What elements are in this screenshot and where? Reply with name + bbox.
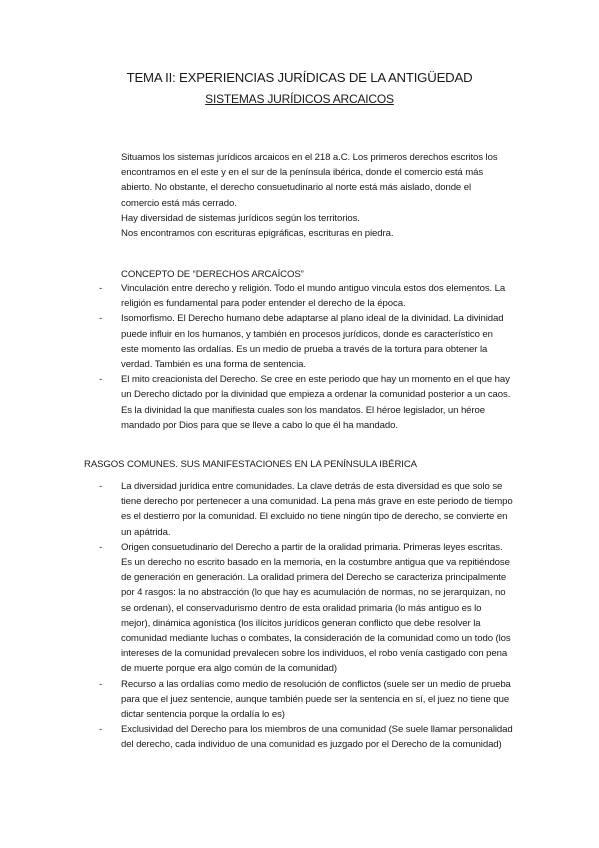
list-item-text: Origen consuetudinario del Derecho a partir de la oralidad primaria. Primeras leyes escritas. Es un derecho no escrito basado en la memoria, en la costumbre antigua que va repitiéndose de generación en generación. La oralidad primera del Derecho se caracteriza principalmente por 4 rasgos: la no abstracción (lo que hay es acumulación de normas, no se jerarquizan, no se ordenan), el conservadurismo dentro de esta oralidad primaria (lo más antiguo es lo mejor), dinámica agonística (los ilícitos jurídicos generan conflicto que debe resolver la comunidad mediante luchas o combates, la consideración de la comunidad como un todo (los intereses de la comunidad prevalecen sobre los individuos, el robo venía castigado con pena de muerte porque era algo común de la comunidad) <box>121 541 511 675</box>
list-item <box>99 677 513 723</box>
dash-bullet: - <box>99 678 103 690</box>
section-heading-concepto: CONCEPTO DE “DERECHOS ARCAÍCOS” <box>121 269 304 280</box>
list-rasgos <box>99 479 513 753</box>
list-item-text: El mito creacionista del Derecho. Se cree en este periodo que hay un momento en el que hay un Derecho dictado por la divinidad que empieza a ordenar la comunidad posterior a un caos. Es la divinidad la que manifiesta cuales son los mandatos. El héroe legislador, un héroe mandado por Dios para que se lleve a cabo lo que él ha mandado. <box>121 374 511 431</box>
list-item-text: Isomorfismo. El Derecho humano debe adaptarse al plano ideal de la divinidad. La divinidad puede influir en los humanos, y también en procesos jurídicos, donde es característico en este momento las ordalías. Es un medio de prueba a través de la tortura para obtener la verdad. También es una forma de sentencia. <box>121 313 504 371</box>
page-subtitle: SISTEMAS JURÍDICOS ARCAICOS <box>205 92 394 106</box>
intro-text-2: Hay diversidad de sistemas jurídicos según los territorios. <box>121 212 360 224</box>
section-heading-rasgos: RASGOS COMUNES. SUS MANIFESTACIONES EN LA PENÍNSULA IBÉRICA <box>84 459 417 470</box>
list-item <box>99 479 513 540</box>
intro-text-1: Situamos los sistemas jurídicos arcaicos en el 218 a.C. Los primeros derechos escritos los encontramos en el este y en el sur de la península ibérica, donde el comercio está más abierto. No obstante, el derecho consuetudinario al norte está más aislado, donde el comercio está más cerrado. <box>121 152 498 209</box>
dash-bullet: - <box>99 374 103 386</box>
list-item <box>99 281 513 311</box>
list-item-text: Exclusividad del Derecho para los miembros de una comunidad (Se suele llamar personalidad del derecho, cada individuo de una comunidad es juzgado por el Derecho de la comunidad) <box>121 724 513 751</box>
dash-bullet: - <box>99 481 103 492</box>
page-title: TEMA II: EXPERIENCIAS JURÍDICAS DE LA ANTIGÜEDAD <box>126 70 473 85</box>
list-item-text: Recurso a las ordalías como medio de resolución de conflictos (suele ser un medio de prueba para que el juez sentencie, aunque también puede ser la sentencia en sí, el juez no tiene que dictar sentencia porque la ordalía lo es) <box>121 678 511 721</box>
list-item <box>99 372 513 433</box>
intro-paragraph <box>121 150 505 241</box>
list-item-text: Vinculación entre derecho y religión. Todo el mundo antiguo vincula estos dos elementos. La religión es fundamental para poder entender el derecho de la época. <box>121 283 506 310</box>
list-item <box>99 311 513 372</box>
dash-bullet: - <box>99 724 103 736</box>
list-item <box>99 540 513 677</box>
list-item-text: La diversidad jurídica entre comunidades. La clave detrás de esta diversidad es que solo se tiene derecho por pertenecer a una comunidad. La pena más grave en este periodo de tiempo es el destierro por la comunidad. El excluido no tiene ningún tipo de derecho, se convierte en un apátrida. <box>121 481 513 538</box>
list-concepto <box>99 281 513 433</box>
dash-bullet: - <box>99 313 103 325</box>
intro-text-3: Nos encontramos con escrituras epigráficas, escrituras en piedra. <box>121 228 394 240</box>
dash-bullet: - <box>99 283 103 294</box>
list-item <box>99 722 513 752</box>
dash-bullet: - <box>99 541 103 553</box>
